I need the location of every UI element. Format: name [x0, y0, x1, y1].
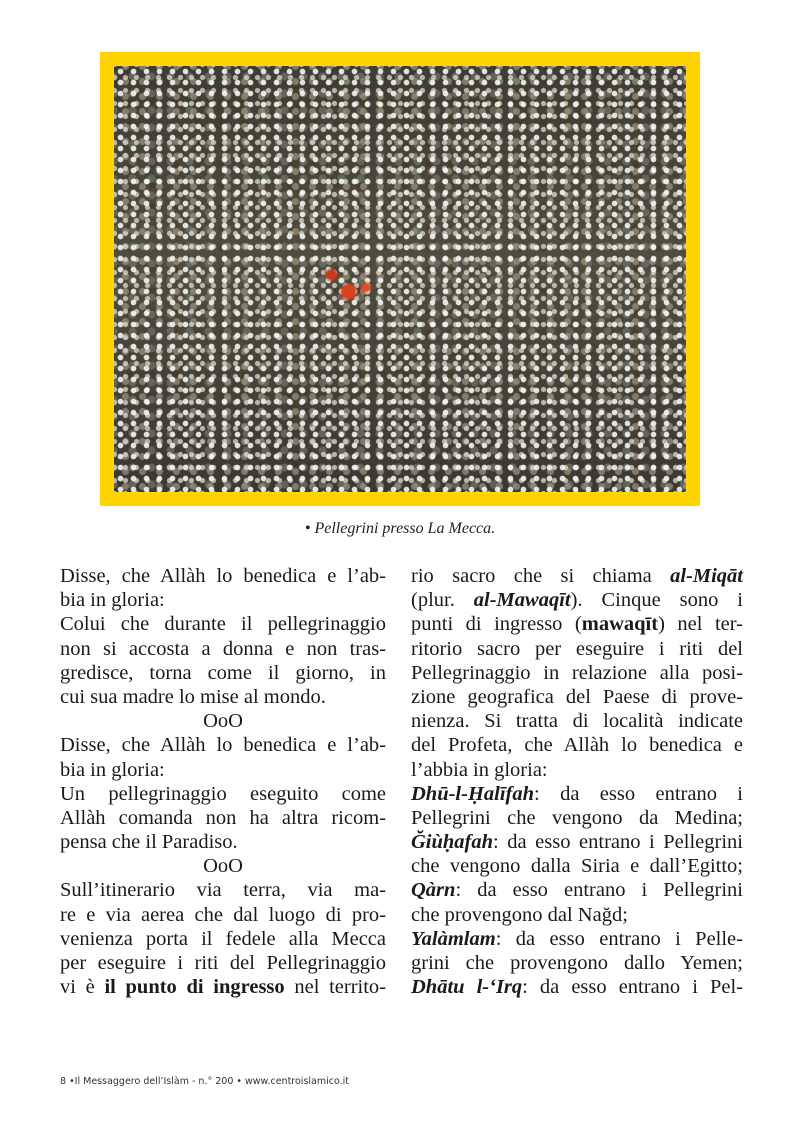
text-line: cui sua madre lo mise al mondo. [60, 685, 326, 708]
photo-caption: • Pellegrini presso La Mecca. [304, 520, 496, 537]
section-separator: OoO [203, 855, 243, 878]
text-line: nienza. Si tratta di località indicate [411, 710, 743, 733]
text-line: (plur. al-Mawaqīt). Cinque sono i [411, 589, 744, 612]
text-line: Ğiùḥafah: da esso entrano i Pellegrini [411, 831, 743, 854]
text-line: vi è il punto di ingresso nel territo- [60, 976, 386, 999]
term-qarn: Qàrn [411, 879, 456, 902]
text-line: Un pellegrinaggio eseguito come [60, 782, 386, 805]
term-dhu-l-halifah: Dhū-l-Ḥalīfah [411, 782, 535, 805]
term-mawaqit: mawaqīt [581, 613, 659, 636]
term-yalamlam: Yalàmlam [411, 927, 496, 950]
section-separator: OoO [203, 710, 243, 733]
text-line: grini che provengono dallo Yemen; [411, 952, 743, 974]
text-line: Pellegrini che vengono da Medina; [411, 806, 743, 829]
right-text-column [411, 564, 743, 999]
text-line: punti di ingresso (mawaqīt) nel ter- [411, 613, 743, 636]
term-giuhafah: Ğiùḥafah [411, 831, 494, 854]
text-line: Disse, che Allàh lo benedica e l’ab- [60, 565, 386, 587]
text-line: che provengono dal Nağd; [411, 903, 628, 926]
pilgrims-crowd-photo [114, 66, 686, 492]
text-line: Allàh comanda non ha altra ricom- [60, 806, 386, 829]
term-al-mawaqit: al-Mawaqīt [473, 589, 571, 612]
text-line: Yalàmlam: da esso entrano i Pelle- [411, 927, 743, 950]
left-text-column [60, 564, 386, 999]
text-line: Qàrn: da esso entrano i Pellegrini [411, 879, 743, 902]
text-line: bia in gloria: [60, 589, 165, 612]
photo-frame [100, 52, 700, 506]
text-line: rio sacro che si chiama al-Miqāt [411, 565, 743, 587]
text-line: del Profeta, che Allàh lo benedica e [411, 734, 743, 757]
term-dhatu-l-irq: Dhātu l-‘Irq [411, 976, 523, 999]
bold-term: il punto di ingresso [104, 976, 285, 999]
text-line: Sull’itinerario via terra, via ma- [60, 879, 386, 902]
text-line: venienza porta il fedele alla Mecca [60, 927, 386, 950]
text-line: pensa che il Paradiso. [60, 831, 238, 854]
text-line: ritorio sacro per eseguire i riti del [411, 637, 743, 660]
text-line: l’abbia in gloria: [411, 758, 548, 781]
text-line: che vengono dalla Siria e dall’Egitto; [411, 855, 743, 878]
text-line: Colui che durante il pellegrinaggio [60, 613, 386, 636]
term-al-miqat: al-Miqāt [670, 565, 743, 587]
text-line: per eseguire i riti del Pellegrinaggio [60, 952, 386, 974]
page-footer: 8 •Il Messaggero dell’Islàm - n.° 200 • www.centroislamico.it [60, 1076, 349, 1087]
text-line: bia in gloria: [60, 758, 165, 781]
text-line: Pellegrinaggio in relazione alla posi- [411, 661, 743, 684]
text-line: non si accosta a donna e non tras- [60, 637, 386, 660]
text-line: zione geografica del Paese di prove- [411, 685, 743, 708]
text-line: Dhātu l-‘Irq: da esso entrano i Pel- [411, 976, 743, 999]
text-line: gredisce, torna come il giorno, in [60, 661, 386, 684]
text-line: re e via aerea che dal luogo di pro- [60, 903, 386, 926]
text-line: Disse, che Allàh lo benedica e l’ab- [60, 734, 386, 757]
text-line: Dhū-l-Ḥalīfah: da esso entrano i [411, 782, 743, 805]
